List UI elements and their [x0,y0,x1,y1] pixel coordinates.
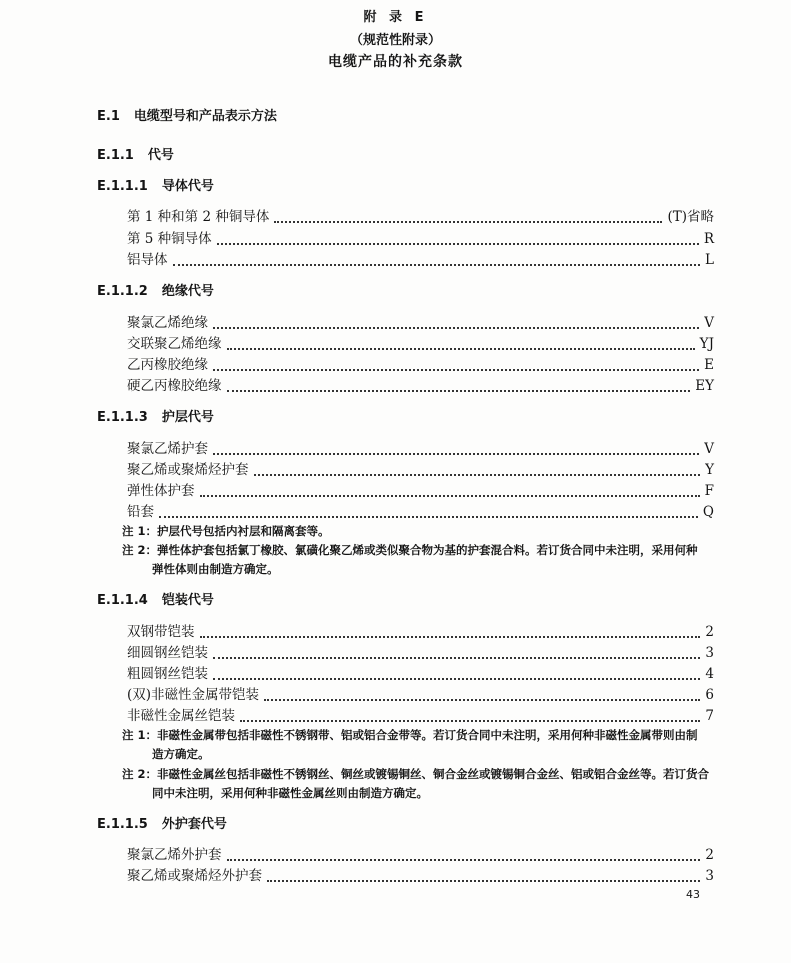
code-row [127,460,714,481]
note [122,726,698,764]
section-number: E.1.1.2 [97,284,148,299]
section-number: E.1 [97,109,120,124]
section-heading-e1-1 [97,146,174,166]
item-code: E [704,357,714,373]
note-line: 同中未注明，采用何种非磁性金属丝则由制造方确定。 [152,786,428,800]
section-title: 铠装代号 [161,593,214,608]
dot-leader [213,657,700,659]
item-code: V [704,441,714,457]
section-heading-armour [97,591,214,611]
dot-leader [264,699,700,701]
item-label: 聚氯乙烯绝缘 [127,315,208,331]
item-label: 第 5 种铜导体 [127,231,212,247]
dot-leader [227,859,701,861]
item-label: 细圆钢丝铠装 [127,645,208,661]
item-code: 2 [705,624,714,640]
item-code: YJ [699,336,714,352]
item-code: Y [705,462,714,478]
section-title: 护层代号 [161,410,214,425]
section-heading-insulation [97,282,214,302]
code-row [127,664,714,685]
item-label: 乙丙橡胶绝缘 [127,357,208,373]
item-code: 6 [705,687,714,703]
section-title: 绝缘代号 [161,284,214,299]
dot-leader [227,348,695,350]
code-row [127,622,714,643]
section-heading-conductor [97,177,214,197]
dot-leader [173,264,701,266]
code-row [127,706,714,727]
item-code: 7 [705,708,714,724]
item-code: F [704,483,714,499]
item-code: 4 [705,666,714,682]
dot-leader [254,474,701,476]
code-row [127,376,714,397]
code-row [127,866,714,887]
code-row [127,643,714,664]
section-title: 导体代号 [161,179,214,194]
item-code: 2 [705,847,714,863]
section-number: E.1.1.5 [97,817,148,832]
section-number: E.1.1.1 [97,179,148,194]
item-label: 粗圆钢丝铠装 [127,666,208,682]
item-label: 第 1 种和第 2 种铜导体 [127,209,270,225]
note-line: 注 1：非磁性金属带包括非磁性不锈钢带、铝或铝合金带等。若订货合同中未注明，采用何种非磁性金属带则由制 [122,728,698,742]
section-title: 电缆型号和产品表示方法 [133,109,277,124]
note [122,522,330,541]
dot-leader [213,327,699,329]
note-line: 注 2：弹性体护套包括氯丁橡胶、氯磺化聚乙烯或类似聚合物为基的护套混合料。若订货合同中未注明，采用何种 [122,543,698,557]
dot-leader [213,678,700,680]
item-code: 3 [705,645,714,661]
item-label: 非磁性金属丝铠装 [127,708,235,724]
section-heading-sheath [97,408,214,428]
dot-leader [213,453,699,455]
dot-leader [213,369,699,371]
appendix-title: 电缆产品的补充条款 [328,54,463,70]
dot-leader [200,636,701,638]
section-number: E.1.1.4 [97,593,148,608]
item-label: (双)非磁性金属带铠装 [127,687,260,703]
page-number: 43 [686,888,700,901]
dot-leader [217,243,699,245]
dot-leader [227,390,691,392]
dot-leader [267,880,700,882]
note-line: 注 2：非磁性金属丝包括非磁性不锈钢丝、铜丝或镀锡铜丝、铜合金丝或镀锡铜合金丝、铝或铝合金丝等。若订货合 [122,767,709,781]
item-code: EY [695,378,714,394]
code-row [127,313,714,334]
appendix-label: 附 录 E [363,10,428,25]
section-number: E.1.1 [97,148,134,163]
dot-leader [274,221,662,223]
note [122,541,698,579]
item-label: 聚氯乙烯护套 [127,441,208,457]
section-heading-outer-sheath [97,815,227,835]
code-row [127,250,714,271]
item-label: 双钢带铠装 [127,624,195,640]
section-title: 代号 [147,148,174,163]
dot-leader [159,516,698,518]
item-label: 铝导体 [127,252,168,268]
code-row [127,207,714,228]
item-label: 交联聚乙烯绝缘 [127,336,222,352]
section-heading-e1 [97,107,277,127]
code-row [127,685,714,706]
item-label: 铅套 [127,504,154,520]
code-row [127,845,714,866]
appendix-nature: （规范性附录） [349,33,441,48]
code-row [127,439,714,460]
item-code: 3 [705,868,714,884]
note [122,765,709,803]
item-label: 聚乙烯或聚烯烃外护套 [127,868,262,884]
note-line: 注 1：护层代号包括内衬层和隔离套等。 [122,524,330,538]
item-code: L [705,252,714,268]
item-code: Q [702,504,714,520]
note-line: 弹性体则由制造方确定。 [152,562,279,576]
item-label: 弹性体护套 [127,483,195,499]
item-code: (T)省略 [667,209,714,225]
code-row [127,481,714,502]
item-label: 聚乙烯或聚烯烃护套 [127,462,249,478]
code-row [127,229,714,250]
section-number: E.1.1.3 [97,410,148,425]
code-row [127,502,714,523]
item-code: R [703,231,714,247]
dot-leader [240,720,700,722]
item-label: 硬乙丙橡胶绝缘 [127,378,222,394]
item-code: V [704,315,714,331]
code-row [127,355,714,376]
section-title: 外护套代号 [161,817,227,832]
dot-leader [200,495,700,497]
item-label: 聚氯乙烯外护套 [127,847,222,863]
code-row [127,334,714,355]
note-line: 造方确定。 [152,747,210,761]
